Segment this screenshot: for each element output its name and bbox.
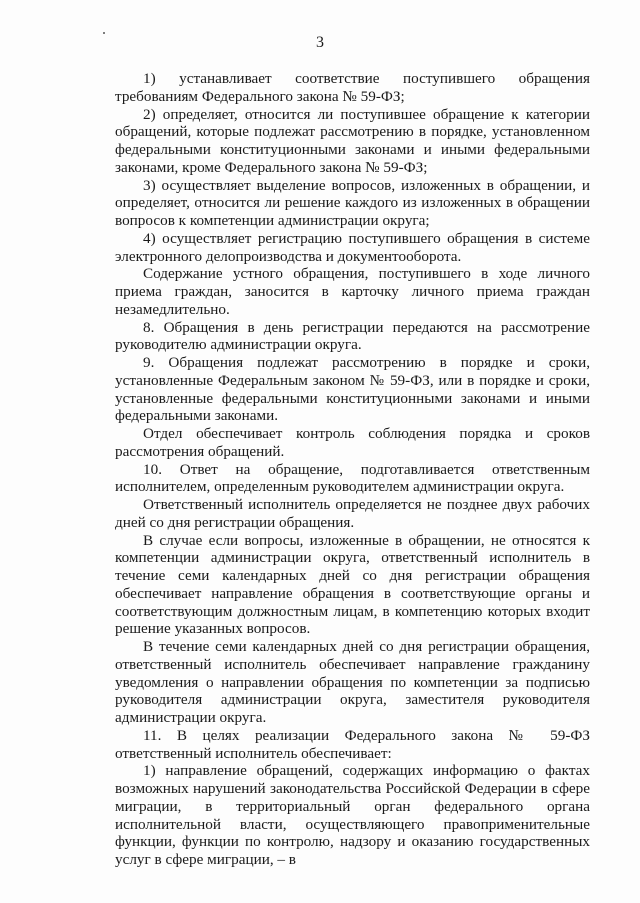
paragraph-9: 9. Обращения подлежат рассмотрению в порядке и сроки, установленные Федеральным законом № 59-ФЗ, или в порядке и сроки, установленные федеральными конституционными законами и иными федеральными законами.: [115, 354, 590, 425]
paragraph-11-item-1: 1) направление обращений, содержащих информацию о фактах возможных нарушений законодательства Российской Федерации в сфере миграции, в территориальный орган федерального органа исполнительной власти, осуществляющего правоприменительные функции, функции по контролю, надзору и оказанию государственных услуг в сфере миграции, – в: [115, 762, 590, 868]
paragraph-department-control: Отдел обеспечивает контроль соблюдения порядка и сроков рассмотрения обращений.: [115, 425, 590, 460]
paragraph-1-item-2: 2) определяет, относится ли поступившее обращение к категории обращений, которые подлежат рассмотрению в порядке, установленном федеральными конституционными законами и иными федеральными законами, кроме Федерального закона № 59-ФЗ;: [115, 105, 590, 176]
paragraph-1-item-4: 4) осуществляет регистрацию поступившего обращения в системе электронного делопроизводства и документооборота.: [115, 229, 590, 265]
paragraph-10: 10. Ответ на обращение, подготавливается ответственным исполнителем, определенным руководителем администрации округа.: [115, 460, 590, 496]
paragraph-notification: В течение семи календарных дней со дня регистрации обращения, ответственный исполнитель обеспечивает направление гражданину уведомления о направлении обращения по компетенции за подписью руководителя администрации округа, заместителя руководителя администрации округа.: [115, 638, 590, 726]
paragraph-8: 8. Обращения в день регистрации передаются на рассмотрение руководителю администрации округа.: [115, 318, 590, 354]
document-body: [115, 70, 590, 869]
paragraph-11: 11. В целях реализации Федерального закона № 59-ФЗ ответственный исполнитель обеспечивает:: [115, 726, 590, 762]
page-number: 3: [316, 34, 324, 51]
paragraph-out-of-competence: В случае если вопросы, изложенные в обращении, не относятся к компетенции администрации округа, ответственный исполнитель в течение семи календарных дней со дня регистрации обращения обеспечивает направление обращения в соответствующие органы и соответствующим должностным лицам, в компетенцию которых входит решение указанных вопросов.: [115, 531, 590, 638]
paragraph-1-item-1: 1) устанавливает соответствие поступившего обращения требованиям Федерального закона № 59-ФЗ;: [115, 70, 590, 105]
paragraph-executor-deadline: Ответственный исполнитель определяется не позднее двух рабочих дней со дня регистрации обращения.: [115, 496, 590, 531]
paragraph-1-item-3: 3) осуществляет выделение вопросов, изложенных в обращении, и определяет, относится ли решение каждого из изложенных в обращении вопросов к компетенции администрации округа;: [115, 176, 590, 229]
paragraph-oral-appeal: Содержание устного обращения, поступившего в ходе личного приема граждан, заносится в карточку личного приема граждан незамедлительно.: [115, 265, 590, 318]
